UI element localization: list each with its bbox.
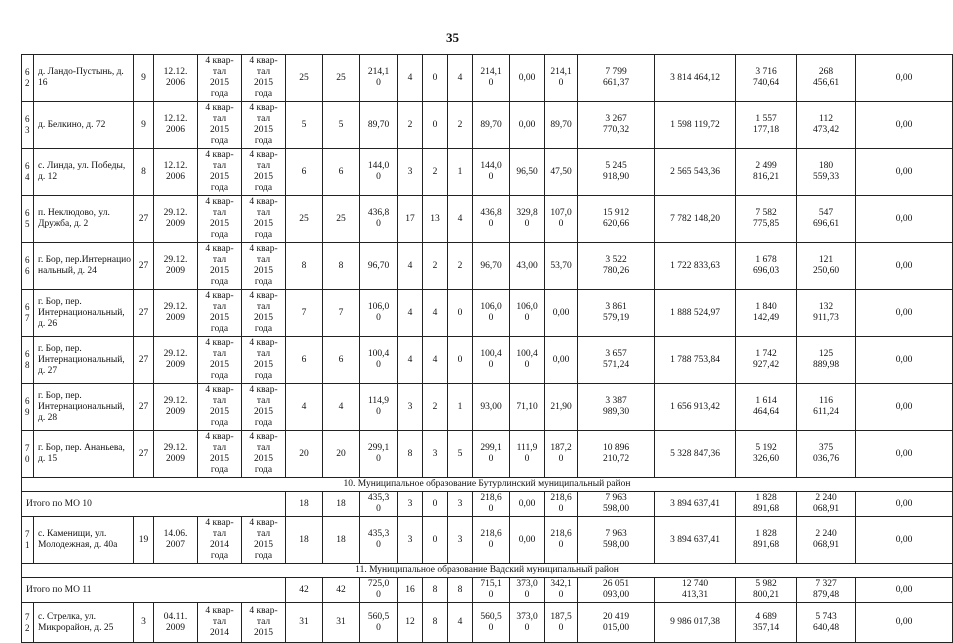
value-cell-20: 0,00 bbox=[856, 149, 953, 196]
row-number: 6 7 bbox=[22, 290, 34, 337]
value-cell-16: 3 267 770,32 bbox=[578, 102, 655, 149]
address-cell: г. Бор, пер. Интернациональный, д. 27 bbox=[34, 337, 134, 384]
value-cell-15: 21,90 bbox=[545, 384, 578, 431]
value-cell-11: 4 bbox=[423, 290, 448, 337]
value-cell-18: 4 689 357,14 bbox=[736, 603, 797, 643]
date-cell: 12.12. 2006 bbox=[154, 55, 198, 102]
date-cell: 04.11. 2009 bbox=[154, 603, 198, 643]
value-cell-13: 436,8 0 bbox=[473, 196, 510, 243]
value-cell-14: 100,4 0 bbox=[510, 337, 545, 384]
row-number: 6 6 bbox=[22, 243, 34, 290]
value-cell-7: 4 bbox=[286, 384, 323, 431]
doc-number-cell: 27 bbox=[134, 243, 154, 290]
date-cell: 29.12. 2009 bbox=[154, 384, 198, 431]
value-cell-8: 31 bbox=[323, 603, 360, 643]
row-number: 6 8 bbox=[22, 337, 34, 384]
value-cell-9: 214,1 0 bbox=[360, 55, 398, 102]
value-cell-9: 106,0 0 bbox=[360, 290, 398, 337]
value-cell-11: 0 bbox=[423, 55, 448, 102]
address-cell: с. Линда, ул. Победы, д. 12 bbox=[34, 149, 134, 196]
value-cell-17: 1 888 524,97 bbox=[655, 290, 736, 337]
value-cell-9: 435,3 0 bbox=[360, 492, 398, 517]
value-cell-12: 5 bbox=[448, 431, 473, 478]
plan-date-cell: 4 квар- тал 2015 года bbox=[242, 196, 286, 243]
value-cell-11: 0 bbox=[423, 102, 448, 149]
value-cell-11: 0 bbox=[423, 492, 448, 517]
value-cell-8: 5 bbox=[323, 102, 360, 149]
total-label: Итого по МО 10 bbox=[22, 492, 286, 517]
value-cell-20: 0,00 bbox=[856, 102, 953, 149]
table-row bbox=[22, 102, 953, 149]
table-row bbox=[22, 517, 953, 564]
value-cell-17: 3 814 464,12 bbox=[655, 55, 736, 102]
value-cell-19: 112 473,42 bbox=[797, 102, 856, 149]
value-cell-10: 3 bbox=[398, 149, 423, 196]
value-cell-12: 2 bbox=[448, 102, 473, 149]
value-cell-19: 375 036,76 bbox=[797, 431, 856, 478]
date-cell: 29.12. 2009 bbox=[154, 196, 198, 243]
value-cell-20: 0,00 bbox=[856, 290, 953, 337]
value-cell-7: 5 bbox=[286, 102, 323, 149]
value-cell-14: 71,10 bbox=[510, 384, 545, 431]
value-cell-14: 0,00 bbox=[510, 492, 545, 517]
plan-date-cell: 4 квар- тал 2015 года bbox=[198, 149, 242, 196]
address-cell: г. Бор, пер.Интернацио нальный, д. 24 bbox=[34, 243, 134, 290]
value-cell-7: 6 bbox=[286, 149, 323, 196]
value-cell-15: 218,6 0 bbox=[545, 492, 578, 517]
value-cell-9: 560,5 0 bbox=[360, 603, 398, 643]
value-cell-11: 2 bbox=[423, 149, 448, 196]
address-cell: с. Стрелка, ул. Микрорайон, д. 25 bbox=[34, 603, 134, 643]
plan-date-cell: 4 квар- тал 2014 bbox=[198, 603, 242, 643]
value-cell-12: 8 bbox=[448, 578, 473, 603]
value-cell-20: 0,00 bbox=[856, 492, 953, 517]
value-cell-13: 89,70 bbox=[473, 102, 510, 149]
value-cell-17: 1 598 119,72 bbox=[655, 102, 736, 149]
value-cell-11: 2 bbox=[423, 243, 448, 290]
table-row bbox=[22, 196, 953, 243]
value-cell-12: 0 bbox=[448, 337, 473, 384]
address-cell: д. Белкино, д. 72 bbox=[34, 102, 134, 149]
plan-date-cell: 4 квар- тал 2015 года bbox=[242, 517, 286, 564]
value-cell-16: 7 963 598,00 bbox=[578, 492, 655, 517]
address-cell: г. Бор, пер. Интернациональный, д. 26 bbox=[34, 290, 134, 337]
value-cell-20: 0,00 bbox=[856, 196, 953, 243]
doc-number-cell: 8 bbox=[134, 149, 154, 196]
value-cell-13: 96,70 bbox=[473, 243, 510, 290]
value-cell-19: 547 696,61 bbox=[797, 196, 856, 243]
plan-date-cell: 4 квар- тал 2014 года bbox=[198, 517, 242, 564]
value-cell-12: 4 bbox=[448, 55, 473, 102]
value-cell-20: 0,00 bbox=[856, 578, 953, 603]
value-cell-13: 214,1 0 bbox=[473, 55, 510, 102]
plan-date-cell: 4 квар- тал 2015 года bbox=[242, 243, 286, 290]
value-cell-20: 0,00 bbox=[856, 431, 953, 478]
doc-number-cell: 3 bbox=[134, 603, 154, 643]
value-cell-10: 8 bbox=[398, 431, 423, 478]
value-cell-10: 2 bbox=[398, 102, 423, 149]
value-cell-7: 31 bbox=[286, 603, 323, 643]
value-cell-10: 3 bbox=[398, 384, 423, 431]
value-cell-10: 17 bbox=[398, 196, 423, 243]
value-cell-18: 7 582 775,85 bbox=[736, 196, 797, 243]
value-cell-7: 20 bbox=[286, 431, 323, 478]
value-cell-8: 18 bbox=[323, 517, 360, 564]
row-number: 6 2 bbox=[22, 55, 34, 102]
value-cell-15: 342,1 0 bbox=[545, 578, 578, 603]
total-row bbox=[22, 578, 953, 603]
plan-date-cell: 4 квар- тал 2015 года bbox=[242, 149, 286, 196]
total-label: Итого по МО 11 bbox=[22, 578, 286, 603]
value-cell-10: 3 bbox=[398, 517, 423, 564]
value-cell-10: 3 bbox=[398, 492, 423, 517]
value-cell-14: 111,9 0 bbox=[510, 431, 545, 478]
value-cell-14: 329,8 0 bbox=[510, 196, 545, 243]
value-cell-9: 96,70 bbox=[360, 243, 398, 290]
date-cell: 29.12. 2009 bbox=[154, 431, 198, 478]
value-cell-11: 8 bbox=[423, 578, 448, 603]
value-cell-17: 9 986 017,38 bbox=[655, 603, 736, 643]
value-cell-18: 1 742 927,42 bbox=[736, 337, 797, 384]
value-cell-17: 1 656 913,42 bbox=[655, 384, 736, 431]
value-cell-8: 42 bbox=[323, 578, 360, 603]
value-cell-11: 0 bbox=[423, 517, 448, 564]
value-cell-8: 25 bbox=[323, 196, 360, 243]
table-row bbox=[22, 290, 953, 337]
row-number: 6 3 bbox=[22, 102, 34, 149]
value-cell-13: 299,1 0 bbox=[473, 431, 510, 478]
value-cell-12: 1 bbox=[448, 149, 473, 196]
value-cell-14: 373,0 0 bbox=[510, 603, 545, 643]
date-cell: 12.12. 2006 bbox=[154, 149, 198, 196]
plan-date-cell: 4 квар- тал 2015 года bbox=[242, 55, 286, 102]
value-cell-7: 42 bbox=[286, 578, 323, 603]
value-cell-14: 0,00 bbox=[510, 55, 545, 102]
address-cell: д. Ландо-Пустынь, д. 16 bbox=[34, 55, 134, 102]
value-cell-18: 1 828 891,68 bbox=[736, 492, 797, 517]
value-cell-12: 4 bbox=[448, 603, 473, 643]
value-cell-19: 125 889,98 bbox=[797, 337, 856, 384]
value-cell-19: 5 743 640,48 bbox=[797, 603, 856, 643]
value-cell-10: 4 bbox=[398, 290, 423, 337]
date-cell: 14.06. 2007 bbox=[154, 517, 198, 564]
table-row bbox=[22, 149, 953, 196]
value-cell-16: 10 896 210,72 bbox=[578, 431, 655, 478]
page-number: 35 bbox=[446, 30, 459, 45]
plan-date-cell: 4 квар- тал 2015 года bbox=[242, 384, 286, 431]
value-cell-9: 100,4 0 bbox=[360, 337, 398, 384]
value-cell-17: 3 894 637,41 bbox=[655, 517, 736, 564]
value-cell-8: 7 bbox=[323, 290, 360, 337]
value-cell-20: 0,00 bbox=[856, 384, 953, 431]
value-cell-8: 20 bbox=[323, 431, 360, 478]
value-cell-7: 25 bbox=[286, 196, 323, 243]
table-row bbox=[22, 384, 953, 431]
doc-number-cell: 9 bbox=[134, 102, 154, 149]
plan-date-cell: 4 квар- тал 2015 года bbox=[198, 431, 242, 478]
table-row bbox=[22, 603, 953, 643]
value-cell-18: 1 840 142,49 bbox=[736, 290, 797, 337]
value-cell-15: 214,1 0 bbox=[545, 55, 578, 102]
plan-date-cell: 4 квар- тал 2015 года bbox=[198, 55, 242, 102]
value-cell-16: 3 387 989,30 bbox=[578, 384, 655, 431]
plan-date-cell: 4 квар- тал 2015 года bbox=[198, 290, 242, 337]
plan-date-cell: 4 квар- тал 2015 года bbox=[198, 337, 242, 384]
value-cell-18: 1 557 177,18 bbox=[736, 102, 797, 149]
value-cell-14: 0,00 bbox=[510, 517, 545, 564]
value-cell-15: 0,00 bbox=[545, 290, 578, 337]
value-cell-18: 1 828 891,68 bbox=[736, 517, 797, 564]
plan-date-cell: 4 квар- тал 2015 года bbox=[242, 102, 286, 149]
address-cell: г. Бор, пер. Интернациональный, д. 28 bbox=[34, 384, 134, 431]
date-cell: 12.12. 2006 bbox=[154, 102, 198, 149]
value-cell-7: 6 bbox=[286, 337, 323, 384]
plan-date-cell: 4 квар- тал 2015 года bbox=[198, 196, 242, 243]
plan-date-cell: 4 квар- тал 2015 года bbox=[198, 384, 242, 431]
value-cell-16: 3 522 780,26 bbox=[578, 243, 655, 290]
table-row bbox=[22, 243, 953, 290]
row-number: 7 0 bbox=[22, 431, 34, 478]
value-cell-11: 4 bbox=[423, 337, 448, 384]
table-row bbox=[22, 431, 953, 478]
plan-date-cell: 4 квар- тал 2015 bbox=[242, 603, 286, 643]
row-number: 6 5 bbox=[22, 196, 34, 243]
value-cell-13: 715,1 0 bbox=[473, 578, 510, 603]
value-cell-11: 13 bbox=[423, 196, 448, 243]
value-cell-9: 725,0 0 bbox=[360, 578, 398, 603]
date-cell: 29.12. 2009 bbox=[154, 243, 198, 290]
date-cell: 29.12. 2009 bbox=[154, 290, 198, 337]
section-header-row bbox=[22, 564, 953, 578]
row-number: 6 9 bbox=[22, 384, 34, 431]
value-cell-12: 3 bbox=[448, 492, 473, 517]
doc-number-cell: 27 bbox=[134, 384, 154, 431]
value-cell-17: 2 565 543,36 bbox=[655, 149, 736, 196]
doc-number-cell: 27 bbox=[134, 290, 154, 337]
value-cell-8: 18 bbox=[323, 492, 360, 517]
value-cell-12: 2 bbox=[448, 243, 473, 290]
value-cell-9: 299,1 0 bbox=[360, 431, 398, 478]
value-cell-15: 53,70 bbox=[545, 243, 578, 290]
value-cell-8: 6 bbox=[323, 149, 360, 196]
value-cell-10: 16 bbox=[398, 578, 423, 603]
value-cell-15: 107,0 0 bbox=[545, 196, 578, 243]
value-cell-11: 3 bbox=[423, 431, 448, 478]
plan-date-cell: 4 квар- тал 2015 года bbox=[198, 243, 242, 290]
value-cell-13: 93,00 bbox=[473, 384, 510, 431]
value-cell-16: 3 657 571,24 bbox=[578, 337, 655, 384]
value-cell-9: 89,70 bbox=[360, 102, 398, 149]
doc-number-cell: 9 bbox=[134, 55, 154, 102]
total-row bbox=[22, 492, 953, 517]
section-title: 11. Муниципальное образование Вадский муниципальный район bbox=[22, 564, 953, 578]
value-cell-15: 0,00 bbox=[545, 337, 578, 384]
value-cell-11: 2 bbox=[423, 384, 448, 431]
value-cell-18: 5 982 800,21 bbox=[736, 578, 797, 603]
value-cell-9: 114,9 0 bbox=[360, 384, 398, 431]
value-cell-10: 4 bbox=[398, 337, 423, 384]
value-cell-10: 12 bbox=[398, 603, 423, 643]
doc-number-cell: 19 bbox=[134, 517, 154, 564]
value-cell-20: 0,00 bbox=[856, 55, 953, 102]
plan-date-cell: 4 квар- тал 2015 года bbox=[198, 102, 242, 149]
value-cell-15: 47,50 bbox=[545, 149, 578, 196]
value-cell-10: 4 bbox=[398, 55, 423, 102]
value-cell-13: 560,5 0 bbox=[473, 603, 510, 643]
address-cell: г. Бор, пер. Ананьева, д. 15 bbox=[34, 431, 134, 478]
value-cell-8: 4 bbox=[323, 384, 360, 431]
value-cell-12: 1 bbox=[448, 384, 473, 431]
value-cell-12: 0 bbox=[448, 290, 473, 337]
value-cell-15: 218,6 0 bbox=[545, 517, 578, 564]
value-cell-16: 7 799 661,37 bbox=[578, 55, 655, 102]
value-cell-17: 3 894 637,41 bbox=[655, 492, 736, 517]
value-cell-10: 4 bbox=[398, 243, 423, 290]
value-cell-18: 2 499 816,21 bbox=[736, 149, 797, 196]
value-cell-8: 8 bbox=[323, 243, 360, 290]
value-cell-13: 218,6 0 bbox=[473, 517, 510, 564]
value-cell-19: 121 250,60 bbox=[797, 243, 856, 290]
value-cell-7: 18 bbox=[286, 492, 323, 517]
value-cell-20: 0,00 bbox=[856, 243, 953, 290]
row-number: 7 2 bbox=[22, 603, 34, 643]
value-cell-7: 7 bbox=[286, 290, 323, 337]
value-cell-17: 5 328 847,36 bbox=[655, 431, 736, 478]
value-cell-14: 0,00 bbox=[510, 102, 545, 149]
value-cell-14: 96,50 bbox=[510, 149, 545, 196]
value-cell-9: 144,0 0 bbox=[360, 149, 398, 196]
doc-number-cell: 27 bbox=[134, 337, 154, 384]
value-cell-16: 3 861 579,19 bbox=[578, 290, 655, 337]
value-cell-16: 7 963 598,00 bbox=[578, 517, 655, 564]
value-cell-12: 3 bbox=[448, 517, 473, 564]
section-header-row bbox=[22, 478, 953, 492]
value-cell-14: 43,00 bbox=[510, 243, 545, 290]
value-cell-18: 3 716 740,64 bbox=[736, 55, 797, 102]
value-cell-7: 18 bbox=[286, 517, 323, 564]
value-cell-20: 0,00 bbox=[856, 337, 953, 384]
value-cell-19: 2 240 068,91 bbox=[797, 517, 856, 564]
value-cell-13: 106,0 0 bbox=[473, 290, 510, 337]
value-cell-8: 6 bbox=[323, 337, 360, 384]
address-cell: п. Неклюдово, ул. Дружба, д. 2 bbox=[34, 196, 134, 243]
value-cell-20: 0,00 bbox=[856, 603, 953, 643]
value-cell-19: 268 456,61 bbox=[797, 55, 856, 102]
value-cell-14: 373,0 0 bbox=[510, 578, 545, 603]
value-cell-8: 25 bbox=[323, 55, 360, 102]
plan-date-cell: 4 квар- тал 2015 года bbox=[242, 431, 286, 478]
doc-number-cell: 27 bbox=[134, 431, 154, 478]
value-cell-19: 2 240 068,91 bbox=[797, 492, 856, 517]
value-cell-19: 132 911,73 bbox=[797, 290, 856, 337]
value-cell-19: 7 327 879,48 bbox=[797, 578, 856, 603]
value-cell-15: 89,70 bbox=[545, 102, 578, 149]
row-number: 7 1 bbox=[22, 517, 34, 564]
value-cell-20: 0,00 bbox=[856, 517, 953, 564]
housing-program-table bbox=[21, 54, 953, 643]
value-cell-13: 144,0 0 bbox=[473, 149, 510, 196]
value-cell-14: 106,0 0 bbox=[510, 290, 545, 337]
value-cell-18: 1 678 696,03 bbox=[736, 243, 797, 290]
value-cell-18: 1 614 464,64 bbox=[736, 384, 797, 431]
value-cell-13: 100,4 0 bbox=[473, 337, 510, 384]
value-cell-15: 187,5 0 bbox=[545, 603, 578, 643]
address-cell: с. Каменищи, ул. Молодежная, д. 40а bbox=[34, 517, 134, 564]
date-cell: 29.12. 2009 bbox=[154, 337, 198, 384]
value-cell-11: 8 bbox=[423, 603, 448, 643]
value-cell-17: 7 782 148,20 bbox=[655, 196, 736, 243]
value-cell-16: 26 051 093,00 bbox=[578, 578, 655, 603]
value-cell-9: 435,3 0 bbox=[360, 517, 398, 564]
row-number: 6 4 bbox=[22, 149, 34, 196]
value-cell-7: 25 bbox=[286, 55, 323, 102]
value-cell-19: 180 559,33 bbox=[797, 149, 856, 196]
plan-date-cell: 4 квар- тал 2015 года bbox=[242, 337, 286, 384]
value-cell-17: 1 788 753,84 bbox=[655, 337, 736, 384]
value-cell-16: 20 419 015,00 bbox=[578, 603, 655, 643]
value-cell-7: 8 bbox=[286, 243, 323, 290]
value-cell-17: 1 722 833,63 bbox=[655, 243, 736, 290]
plan-date-cell: 4 квар- тал 2015 года bbox=[242, 290, 286, 337]
value-cell-16: 15 912 620,66 bbox=[578, 196, 655, 243]
value-cell-9: 436,8 0 bbox=[360, 196, 398, 243]
value-cell-16: 5 245 918,90 bbox=[578, 149, 655, 196]
value-cell-13: 218,6 0 bbox=[473, 492, 510, 517]
section-title: 10. Муниципальное образование Бутурлинский муниципальный район bbox=[22, 478, 953, 492]
doc-number-cell: 27 bbox=[134, 196, 154, 243]
value-cell-12: 4 bbox=[448, 196, 473, 243]
value-cell-18: 5 192 326,60 bbox=[736, 431, 797, 478]
table-row bbox=[22, 55, 953, 102]
table-row bbox=[22, 337, 953, 384]
value-cell-15: 187,2 0 bbox=[545, 431, 578, 478]
value-cell-19: 116 611,24 bbox=[797, 384, 856, 431]
value-cell-17: 12 740 413,31 bbox=[655, 578, 736, 603]
